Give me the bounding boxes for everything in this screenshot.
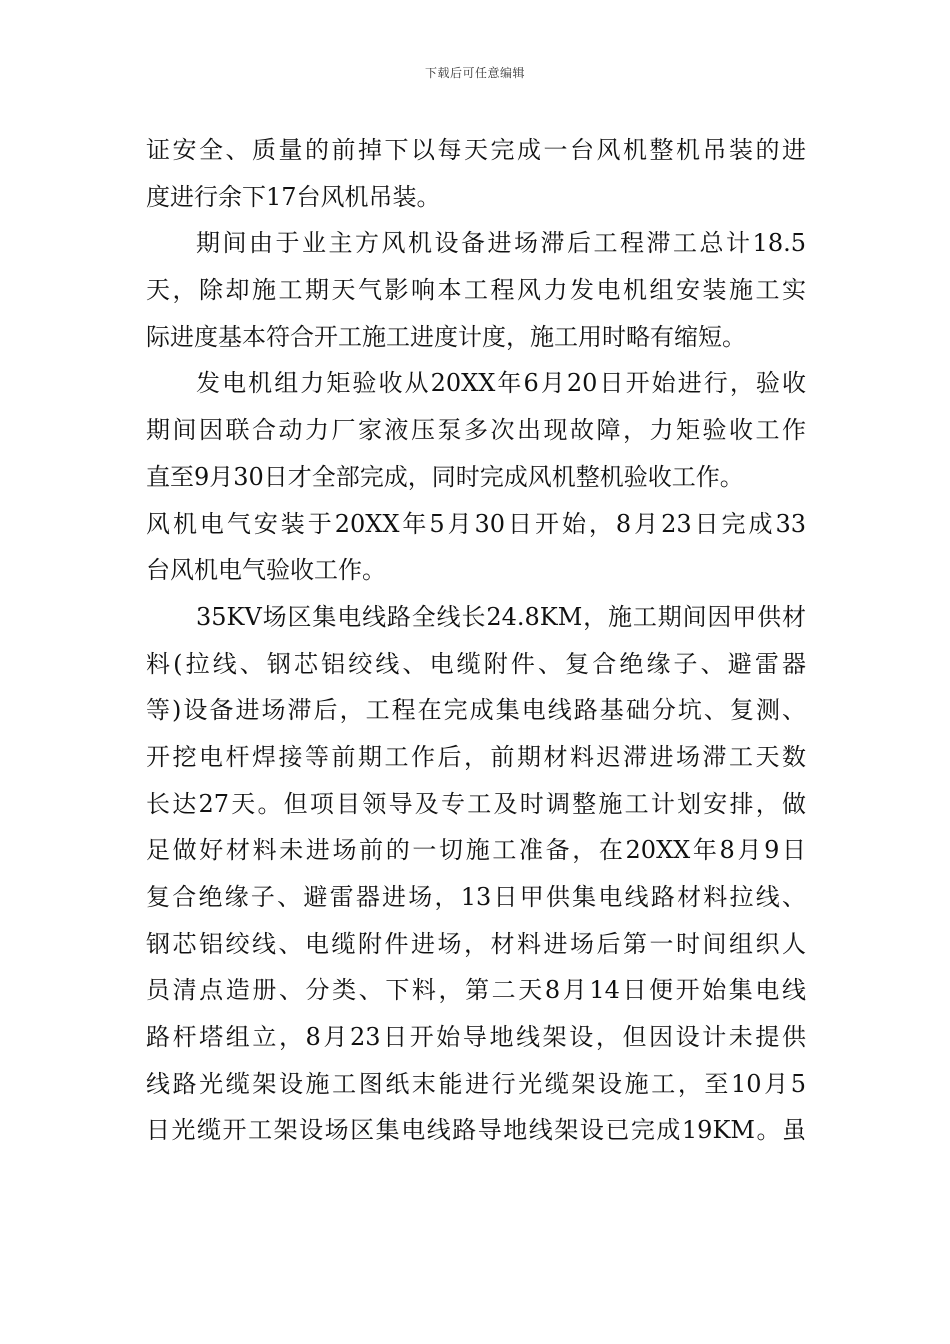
text-line: 风机电气安装于20XX年5月30日开始，8月23日完成33	[146, 509, 806, 538]
text-line: 直至9月30日才全部完成，同时完成风机整机验收工作。	[146, 462, 744, 491]
text-line: 天，除却施工期天气影响本工程风力发电机组安装施工实	[146, 276, 806, 305]
text-line: 证安全、质量的前掉下以每天完成一台风机整机吊装的进	[146, 136, 806, 164]
page-header: 下载后可任意编辑	[424, 66, 525, 80]
text-line: 期间由于业主方风机设备进场滞后工程滞工总计18.5	[196, 229, 806, 258]
text-line: 长达27天。但项目领导及专工及时调整施工计划安排，做	[146, 789, 806, 818]
text-line: 员清点造册、分类、下料，第二天8月14日便开始集电线	[146, 976, 806, 1005]
text-line: 日光缆开工架设场区集电线路导地线架设已完成19KM。虽	[146, 1116, 806, 1145]
body-text	[146, 127, 806, 1154]
text-line: 钢芯铝绞线、电缆附件进场，材料进场后第一时间组织人	[146, 929, 806, 958]
text-line: 足做好材料未进场前的一切施工准备，在20XX年8月9日	[146, 836, 806, 865]
text-line: 发电机组力矩验收从20XX年6月20日开始进行，验收	[196, 369, 806, 398]
text-line: 线路光缆架设施工图纸末能进行光缆架设施工，至10月5	[146, 1069, 806, 1098]
text-line: 等)设备进场滞后，工程在完成集电线路基础分坑、复测、	[146, 696, 806, 725]
text-line: 台风机电气验收工作。	[146, 556, 386, 585]
text-line: 期间因联合动力厂家液压泵多次出现故障，力矩验收工作	[146, 416, 806, 445]
text-line: 复合绝缘子、避雷器进场，13日甲供集电线路材料拉线、	[146, 883, 806, 911]
text-line: 35KV场区集电线路全线长24.8KM，施工期间因甲供材	[196, 602, 806, 631]
text-line: 路杆塔组立，8月23日开始导地线架设，但因设计未提供	[146, 1023, 806, 1052]
text-line: 开挖电杆焊接等前期工作后，前期材料迟滞进场滞工天数	[146, 742, 806, 771]
text-line: 料(拉线、钢芯铝绞线、电缆附件、复合绝缘子、避雷器	[146, 649, 806, 678]
text-line: 度进行余下17台风机吊装。	[146, 182, 441, 211]
text-line: 际进度基本符合开工施工进度计度，施工用时略有缩短。	[146, 322, 746, 351]
